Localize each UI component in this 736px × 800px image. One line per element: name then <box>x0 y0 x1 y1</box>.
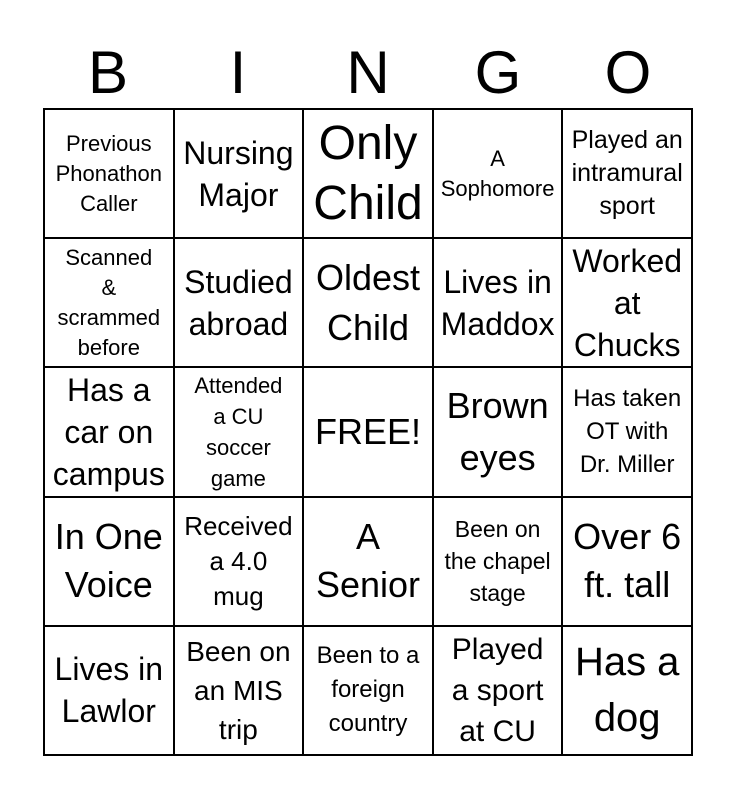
bingo-cell-r5-c4[interactable] <box>433 626 563 755</box>
cell-text: A Sophomore <box>440 145 555 201</box>
cell-text: Oldest Child <box>315 256 421 348</box>
bingo-cell-r5-c1[interactable] <box>44 626 174 755</box>
cell-text: Over 6 ft. tall <box>573 516 682 606</box>
bingo-cell-r5-c5[interactable] <box>562 626 692 755</box>
header-letter-o: O <box>604 39 652 106</box>
cell-text: A Senior <box>315 516 421 606</box>
cell-text: Received a 4.0 mug <box>184 510 293 611</box>
bingo-cell-r2-c2[interactable] <box>174 238 304 367</box>
cell-text: Played an intramural sport <box>571 126 683 221</box>
bingo-board <box>43 108 693 756</box>
cell-text: Been to a foreign country <box>316 642 420 738</box>
cell-text: Attended a CU soccer game <box>194 373 283 491</box>
bingo-cell-r2-c4[interactable] <box>433 238 563 367</box>
cell-text: Played a sport at CU <box>451 632 544 748</box>
cell-text: Has taken OT with Dr. Miller <box>573 385 682 479</box>
cell-text: Nursing Major <box>183 134 294 213</box>
cell-text: Has a dog <box>574 640 680 741</box>
bingo-cell-r1-c3[interactable] <box>303 109 433 238</box>
bingo-cell-r3-c1[interactable] <box>44 367 174 496</box>
header-letter-b: B <box>87 39 129 106</box>
bingo-cell-r1-c5[interactable] <box>562 109 692 238</box>
header-letter-g: G <box>474 39 522 106</box>
cell-text: Brown eyes <box>446 384 549 478</box>
cell-text: Lives in Maddox <box>440 263 555 342</box>
bingo-cell-r3-c2[interactable] <box>174 367 304 496</box>
cell-text: Been on the chapel stage <box>444 516 551 607</box>
bingo-header <box>43 38 693 108</box>
cell-text: In One Voice <box>54 516 163 606</box>
cell-text: Scanned & scrammed before <box>57 244 161 360</box>
header-letter-n: N <box>346 39 390 106</box>
bingo-cell-r1-c1[interactable] <box>44 109 174 238</box>
bingo-cell-r3-c4[interactable] <box>433 367 563 496</box>
bingo-cell-r1-c4[interactable] <box>433 109 563 238</box>
cell-text: Studied abroad <box>184 263 293 342</box>
cell-text: Has a car on campus <box>52 372 165 492</box>
cell-text: FREE! <box>314 410 421 452</box>
bingo-cell-r5-c2[interactable] <box>174 626 304 755</box>
bingo-cell-r2-c3[interactable] <box>303 238 433 367</box>
cell-text: Only Child <box>313 116 423 230</box>
bingo-cell-r4-c4[interactable] <box>433 497 563 626</box>
header-letter-i: I <box>229 39 247 106</box>
cell-text: Worked at Chucks <box>572 242 683 363</box>
bingo-cell-r1-c2[interactable] <box>174 109 304 238</box>
cell-text: Been on an MIS trip <box>186 635 291 745</box>
bingo-cell-r4-c3[interactable] <box>303 497 433 626</box>
cell-text: Lives in Lawlor <box>54 651 164 730</box>
bingo-cell-r3-c5[interactable] <box>562 367 692 496</box>
cell-text: Previous Phonathon Caller <box>55 130 163 216</box>
bingo-cell-r2-c5[interactable] <box>562 238 692 367</box>
bingo-cell-r4-c5[interactable] <box>562 497 692 626</box>
bingo-cell-r4-c1[interactable] <box>44 497 174 626</box>
bingo-cell-r3-c3[interactable] <box>303 367 433 496</box>
bingo-cell-r4-c2[interactable] <box>174 497 304 626</box>
bingo-cell-r5-c3[interactable] <box>303 626 433 755</box>
bingo-cell-r2-c1[interactable] <box>44 238 174 367</box>
